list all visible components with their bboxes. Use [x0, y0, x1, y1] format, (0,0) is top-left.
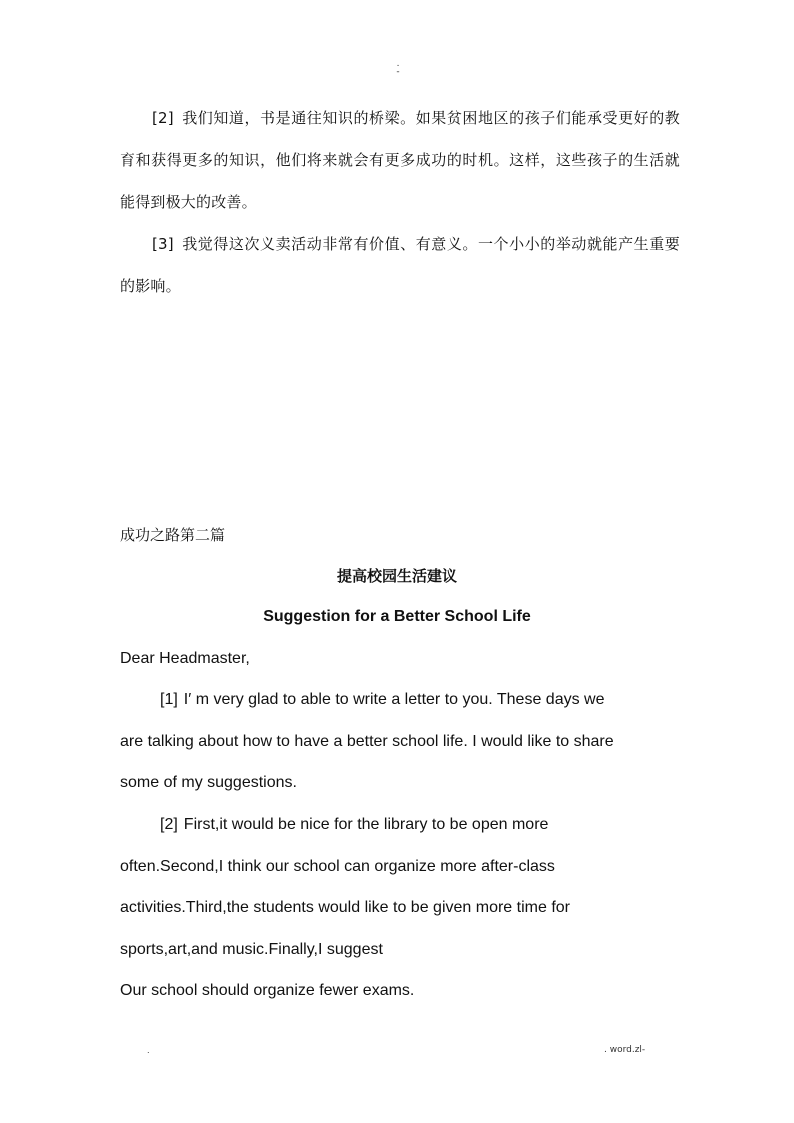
- paragraph-text: 我觉得这次义卖活动非常有价值、有意义。一个小小的举动就能产生重要的影响。: [120, 235, 680, 295]
- en-paragraph-2-line-2: often.Second,I think our school can organize more after-class: [120, 858, 555, 875]
- en-paragraph-2-line-1: [160, 814, 548, 836]
- title-chinese: 提高校园生活建议: [336, 567, 457, 585]
- en-paragraph-2-line-3: activities.Third,the students would like to be given more time for: [120, 899, 570, 916]
- header-mark-dot: .: [396, 59, 400, 69]
- section-label: 成功之路第二篇: [120, 526, 226, 544]
- paragraph-number: [3]: [152, 235, 174, 253]
- en-paragraph-1-line-1: [160, 689, 604, 711]
- footer-right-text: . word.zl-: [604, 1045, 646, 1055]
- en-paragraph-1-line-3: some of my suggestions.: [120, 774, 297, 791]
- paragraph-number: [2]: [160, 816, 178, 833]
- paragraph-number: [2]: [152, 109, 174, 127]
- paragraph-number: [1]: [160, 691, 178, 708]
- en-paragraph-2-line-5: Our school should organize fewer exams.: [120, 982, 415, 999]
- cn-paragraph-3: [120, 223, 680, 307]
- en-paragraph-2-line-4: sports,art,and music.Finally,I suggest: [120, 941, 383, 958]
- footer-left-mark: .: [147, 1046, 150, 1055]
- en-paragraph-1-line-2: are talking about how to have a better school life. I would like to share: [120, 733, 614, 750]
- paragraph-text: 我们知道，书是通往知识的桥梁。如果贫困地区的孩子们能承受更好的教育和获得更多的知识，他们将来就会有更多成功的时机。这样，这些孩子的生活就能得到极大的改善。: [120, 109, 680, 211]
- salutation: Dear Headmaster,: [120, 650, 250, 667]
- line-text: I′ m very glad to able to write a letter to you. These days we: [183, 691, 605, 708]
- header-mark: [393, 60, 403, 76]
- chinese-text-block: [120, 97, 680, 307]
- line-text: First,it would be nice for the library to be open more: [183, 816, 549, 833]
- cn-paragraph-2: [120, 97, 680, 223]
- header-mark-dash: -: [396, 67, 400, 77]
- title-english: Suggestion for a Better School Life: [263, 608, 531, 625]
